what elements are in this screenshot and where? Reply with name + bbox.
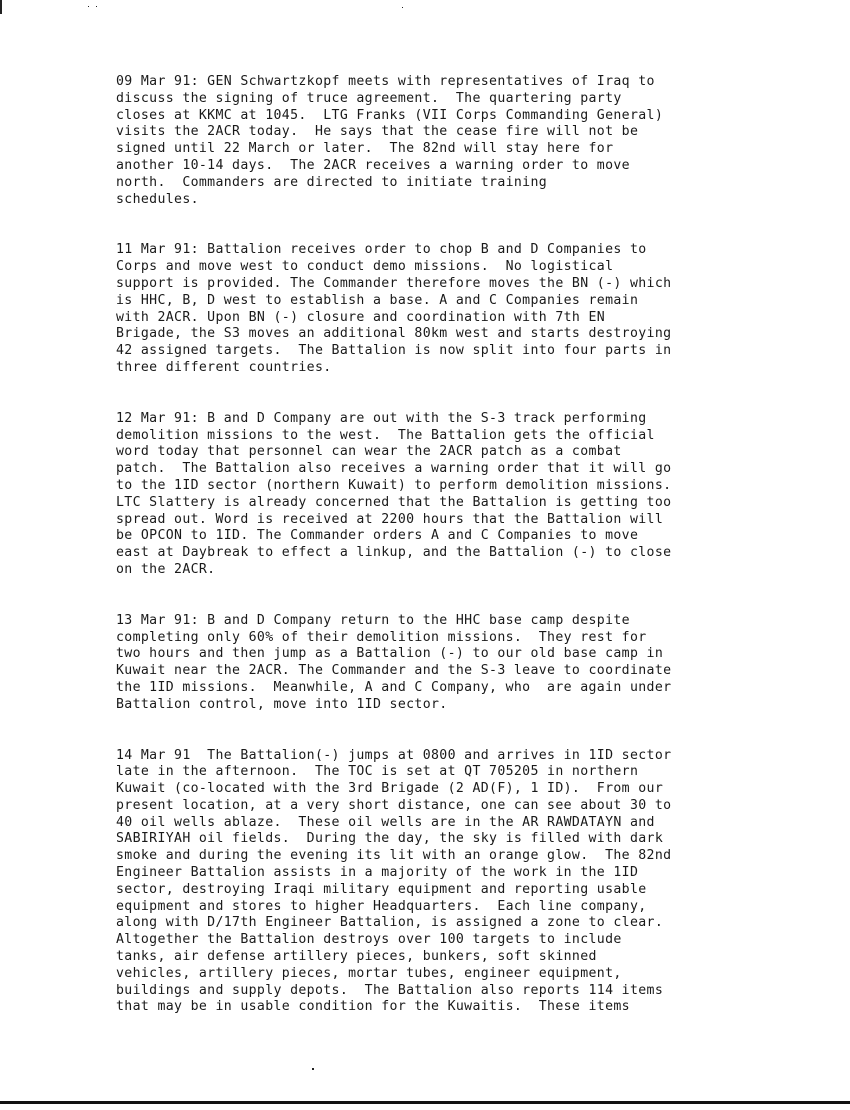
entry-12-mar-91: 12 Mar 91: B and D Company are out with the S-3 track performing demolition missions to the west. The Battalion gets the official word today that personnel can wear the 2ACR patch as a combat patch. The Battalion also receives a warning order that it will go to the 1ID sector (northern Kuwait) to perform demolition missions. LTC Slattery is already concerned that the Battalion is getting too spread out. Word is received at 2200 hours that the Battalion will be OPCON to 1ID. The Commander orders A and C Companies to move east at Daybreak to effect a linkup, and the Battalion (-) to close on the 2ACR. <box>116 410 672 577</box>
entry-14-mar-91: 14 Mar 91 The Battalion(-) jumps at 0800 and arrives in 1ID sector late in the afternoon. The TOC is set at QT 705205 in northern Kuwait (co-located with the 3rd Brigade (2 AD(F), 1 ID). From our present location, at a very short distance, one can see about 30 to 40 oil wells ablaze. These oil wells are in the AR RAWDATAYN and SABIRIYAH oil fields. During the day, the sky is filled with dark smoke and during the evening its lit with an orange glow. The 82nd Engineer Battalion assists in a majority of the work in the 1ID sector, destroying Iraqi military equipment and reporting usable equipment and stores to higher Headquarters. Each line company, along with D/17th Engineer Battalion, is assigned a zone to clear. Altogether the Battalion destroys over 100 targets to include tanks, air defense artillery pieces, bunkers, soft skinned vehicles, artillery pieces, mortar tubes, engineer equipment, buildings and supply depots. The Battalion also reports 114 items that may be in usable condition for the Kuwaitis. These items <box>116 747 672 1015</box>
scan-bottom-edge <box>0 1101 850 1104</box>
entry-09-mar-91: 09 Mar 91: GEN Schwartzkopf meets with representatives of Iraq to discuss the signing of truce agreement. The quartering party closes at KKMC at 1045. LTG Franks (VII Corps Commanding General) visits the 2ACR today. He says that the cease fire will not be signed until 22 March or later. The 82nd will stay here for another 10-14 days. The 2ACR receives a warning order to move north. Commanders are directed to initiate training schedules. <box>116 74 664 207</box>
document-body <box>116 74 806 1016</box>
entry-11-mar-91: 11 Mar 91: Battalion receives order to chop B and D Companies to Corps and move west to conduct demo missions. No logistical support is provided. The Commander therefore moves the BN (-) which is HHC, B, D west to establish a base. A and C Companies remain with 2ACR. Upon BN (-) closure and coordination with 7th EN Brigade, the S3 moves an additional 80km west and starts destroying 42 assigned targets. The Battalion is now split into four parts in three different countries. <box>116 242 672 375</box>
scan-artifact-dot <box>96 6 97 7</box>
scan-artifact-dot <box>402 7 403 8</box>
scan-artifact-dot <box>312 1068 314 1070</box>
entry-13-mar-91: 13 Mar 91: B and D Company return to the HHC base camp despite completing only 60% of their demolition missions. They rest for two hours and then jump as a Battalion (-) to our old base camp in Kuwait near the 2ACR. The Commander and the S-3 leave to coordinate the 1ID missions. Meanwhile, A and C Company, who are again under Battalion control, move into 1ID sector. <box>116 612 672 712</box>
scan-artifact-left-edge <box>0 0 2 14</box>
scan-artifact-dot <box>88 6 89 7</box>
